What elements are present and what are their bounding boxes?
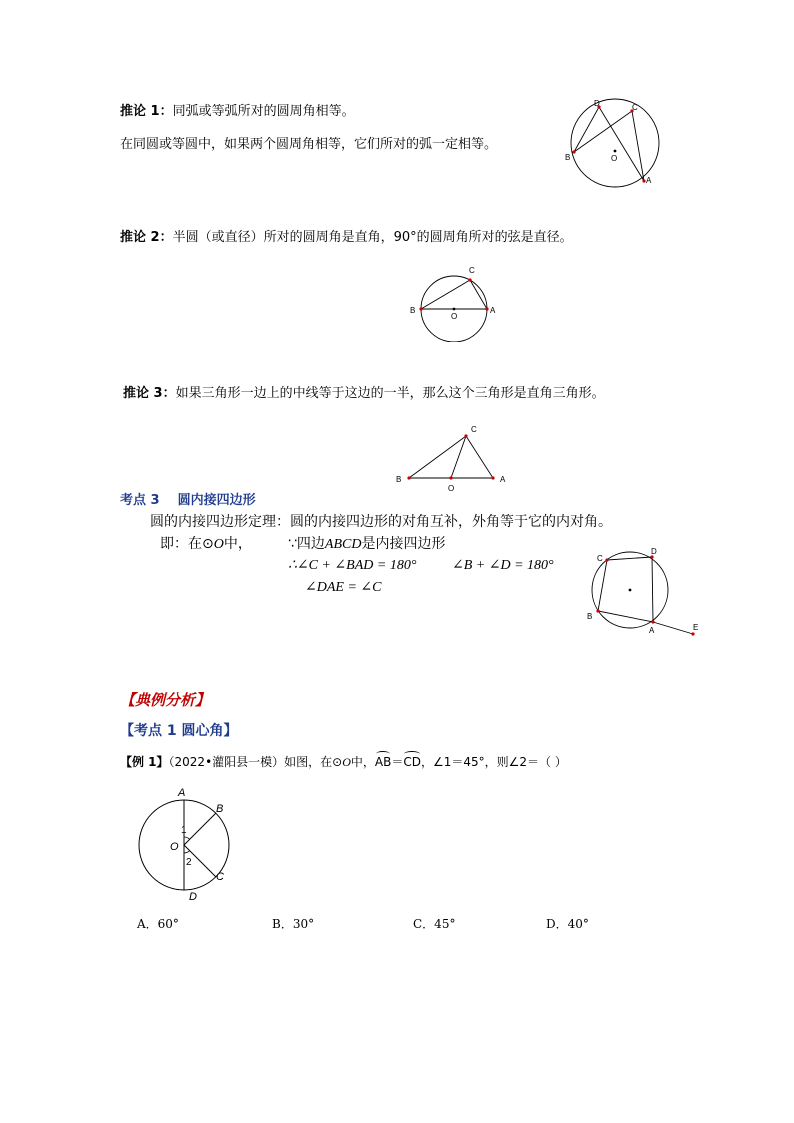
label-b: B — [410, 306, 416, 315]
point-b — [572, 150, 575, 153]
label-a: A — [178, 787, 186, 799]
label-angle-2: 2 — [186, 857, 192, 868]
point-b — [419, 307, 422, 310]
label-d: D — [189, 891, 197, 903]
label-b: B — [565, 153, 571, 162]
example-1-source: （2022•灌阳县一模）如图，在⊙ — [168, 755, 343, 769]
option-b[interactable]: B．30° — [272, 917, 315, 931]
example-1-eq: ＝ — [391, 755, 404, 769]
triangle — [409, 436, 493, 478]
label-c: C — [471, 425, 477, 434]
figure-corollary-2 — [400, 262, 510, 342]
point-b — [596, 609, 599, 612]
since-text: ∵四边 — [288, 536, 325, 552]
ji-zhong: 中， — [223, 536, 252, 552]
figure-corollary-3 — [390, 418, 520, 496]
extension-ae — [653, 622, 693, 634]
since-end: 是内接四边形 — [361, 536, 446, 552]
point-c — [605, 558, 608, 561]
corollary-1-text2: 在同圆或等圆中，如果两个圆周角相等，它们所对的弧一定相等。 — [120, 137, 498, 152]
ji-text: 即：在⊙ — [160, 536, 214, 552]
label-b: B — [396, 475, 402, 484]
angle-c — [421, 280, 487, 309]
corollary-3-text: 如果三角形一边上的中线等于这边的一半，那么这个三角形是直角三角形。 — [175, 386, 605, 401]
example-1 — [120, 754, 567, 770]
ji-o: O — [213, 537, 224, 552]
median — [451, 436, 466, 478]
theorem-example — [160, 536, 252, 553]
corollary-2 — [120, 230, 573, 246]
point-o — [449, 476, 452, 479]
label-o: O — [448, 484, 455, 493]
label-o: O — [451, 312, 458, 321]
figure-example-1 — [130, 780, 240, 905]
label-b: B — [587, 612, 593, 621]
corollary-1-text: 同弧或等弧所对的圆周角相等。 — [172, 104, 355, 119]
option-c[interactable]: C．45° — [413, 917, 456, 931]
center-point — [629, 589, 632, 592]
point-a — [651, 620, 654, 623]
option-d[interactable]: D．40° — [546, 917, 589, 931]
point-c — [464, 434, 467, 437]
label-e: E — [693, 623, 699, 632]
label-c: C — [632, 103, 638, 112]
since-abcd: ABCD — [324, 537, 362, 552]
label-d: D — [594, 99, 600, 108]
point-a — [485, 307, 488, 310]
angle-c — [574, 111, 644, 181]
section-title-kd3: 考点 3 圆内接四边形 — [120, 493, 256, 508]
example-1-label: 【例 1】 — [120, 755, 169, 769]
equation-2: ∠B + ∠D = 180° — [452, 558, 554, 573]
point-e — [691, 632, 694, 635]
label-b: B — [216, 803, 224, 815]
label-a: A — [500, 475, 506, 484]
angle-2-mark — [184, 851, 190, 853]
label-a: A — [490, 306, 496, 315]
radius-ob — [184, 813, 216, 845]
analysis-title: 【典例分析】 — [120, 691, 211, 709]
point-b — [407, 476, 410, 479]
label-c: C — [469, 266, 475, 275]
corollary-3 — [123, 386, 605, 402]
equation-3: ∠DAE = ∠C — [305, 580, 382, 595]
example-1-cond: ，∠1＝45°，则∠2＝（ ） — [421, 755, 567, 769]
corollary-3-label: 推论 3： — [123, 386, 176, 401]
label-c: C — [216, 871, 224, 883]
label-c: C — [597, 554, 603, 563]
quadrilateral — [598, 557, 653, 622]
circle — [571, 99, 659, 187]
corollary-1-label: 推论 1： — [120, 104, 173, 119]
section-title-kd1: 【考点 1 圆心角】 — [120, 723, 238, 739]
label-angle-1: 1 — [181, 825, 187, 836]
arc-cd: CD — [403, 755, 421, 769]
corollary-2-text: 半圆（或直径）所对的圆周角是直角，90°的圆周角所对的弦是直径。 — [172, 230, 573, 245]
option-a[interactable]: A．60° — [137, 917, 179, 931]
label-a: A — [649, 626, 655, 635]
label-o: O — [611, 154, 618, 163]
point-o — [453, 308, 456, 311]
label-o: O — [170, 841, 179, 853]
label-d: D — [651, 547, 657, 556]
point-a — [491, 476, 494, 479]
figure-cyclic-quadrilateral — [580, 540, 710, 640]
example-1-o: O — [342, 755, 351, 769]
example-1-mid: 中， — [350, 755, 375, 769]
figure-corollary-1 — [560, 96, 680, 196]
corollary-1 — [120, 104, 355, 120]
point-c — [468, 278, 471, 281]
point-o — [614, 150, 617, 153]
equation-1: ∴∠C + ∠BAD = 180° — [288, 558, 417, 573]
corollary-2-label: 推论 2： — [120, 230, 173, 245]
theorem-text: 圆的内接四边形定理：圆的内接四边形的对角互补，外角等于它的内对角。 — [150, 514, 612, 530]
since-line — [288, 536, 445, 553]
arc-ab: AB — [374, 755, 392, 769]
label-a: A — [646, 176, 652, 185]
angle-1-mark — [184, 837, 190, 839]
